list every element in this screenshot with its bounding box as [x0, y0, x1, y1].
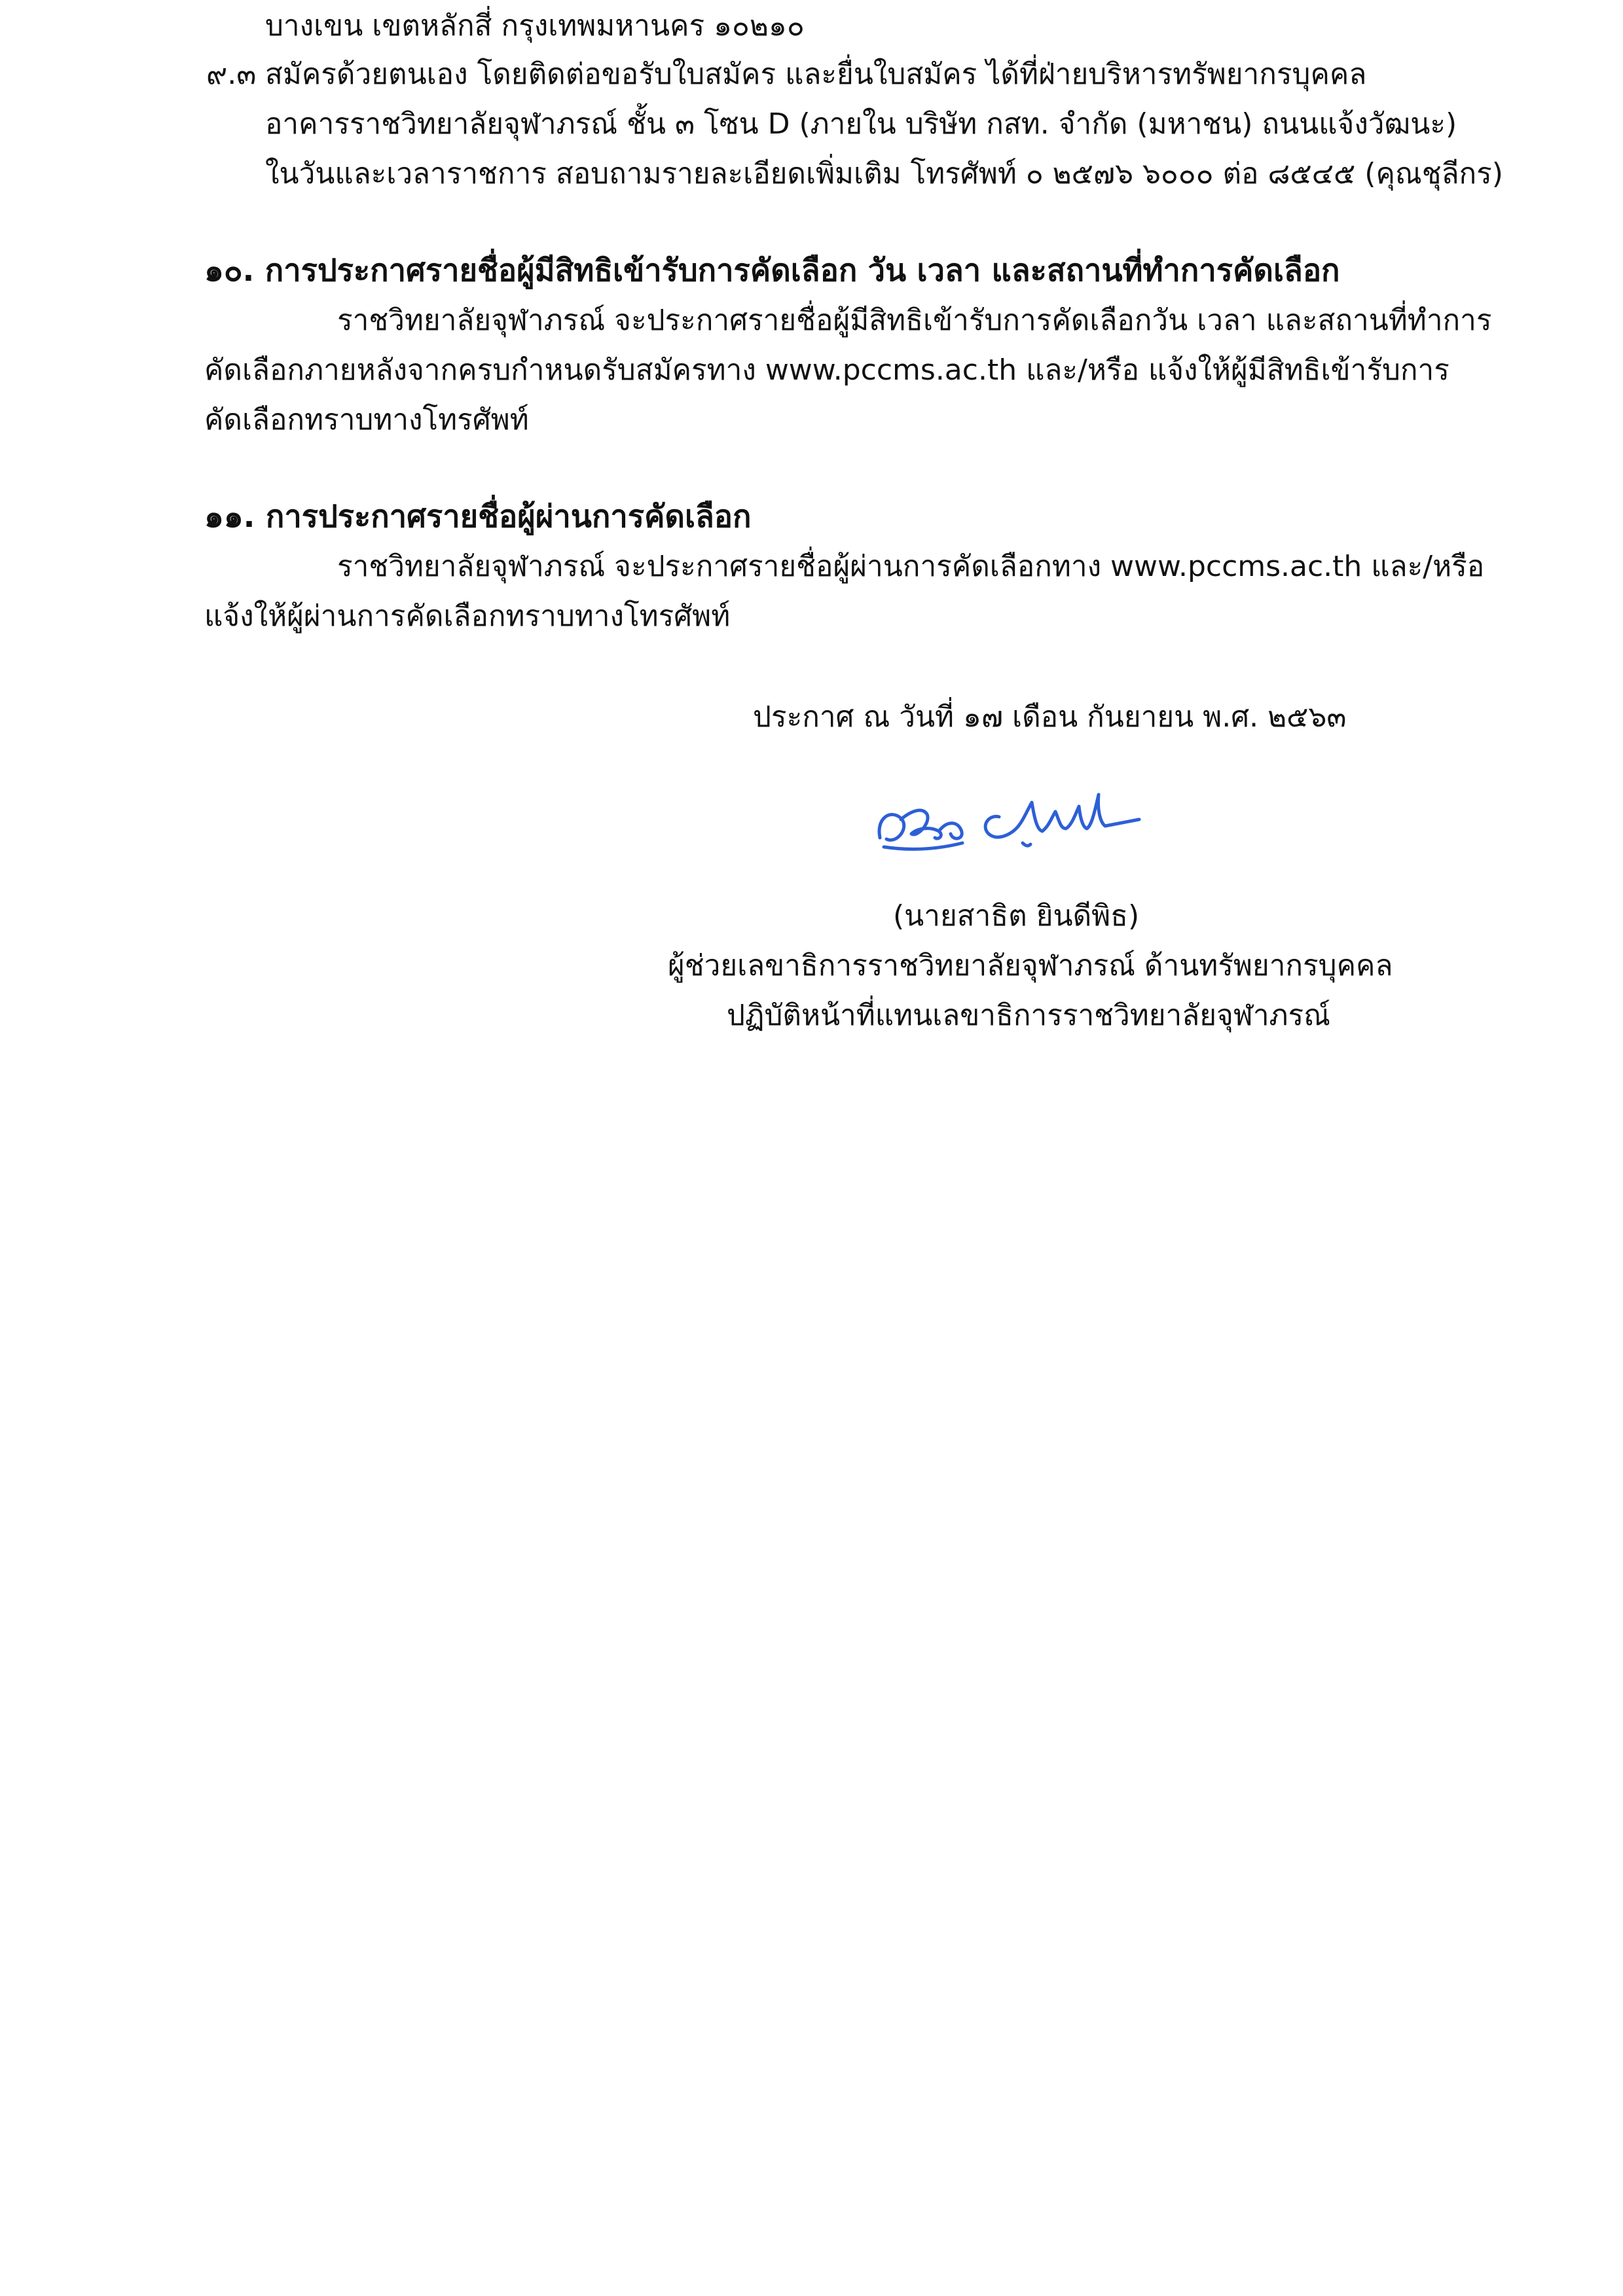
- section-10-line-3: คัดเลือกทราบทางโทรศัพท์: [204, 403, 529, 437]
- address-line: บางเขน เขตหลักสี่ กรุงเทพมหานคร ๑๐๒๑๐: [265, 9, 805, 43]
- signatory-name: (นายสาธิต ยินดีพิธ): [893, 899, 1140, 933]
- signatory-title-2: ปฏิบัติหน้าที่แทนเลขาธิการราชวิทยาลัยจุฬาภรณ์: [727, 999, 1331, 1032]
- item-9-3-line-3: ในวันและเวลาราชการ สอบถามรายละเอียดเพิ่มเติม โทรศัพท์ ๐ ๒๕๗๖ ๖๐๐๐ ต่อ ๘๕๔๕ (คุณชุลีกร): [265, 157, 1503, 190]
- section-10-heading: ๑๐. การประกาศรายชื่อผู้มีสิทธิเข้ารับการคัดเลือก วัน เวลา และสถานที่ทำการคัดเลือก: [204, 253, 1340, 289]
- signature-strokes: [879, 795, 1139, 849]
- item-9-3-line-1: สมัครด้วยตนเอง โดยติดต่อขอรับใบสมัคร และยื่นใบสมัคร ได้ที่ฝ่ายบริหารทรัพยากรบุคคล: [265, 58, 1367, 91]
- section-10-line-2: คัดเลือกภายหลังจากครบกำหนดรับสมัครทาง www.pccms.ac.th และ/หรือ แจ้งให้ผู้มีสิทธิเข้ารับการ: [204, 353, 1450, 387]
- section-10-line-1: ราชวิทยาลัยจุฬาภรณ์ จะประกาศรายชื่อผู้มีสิทธิเข้ารับการคัดเลือกวัน เวลา และสถานที่ทำการ: [337, 304, 1492, 337]
- item-9-3-number: ๙.๓: [206, 58, 257, 91]
- section-11-line-1: ราชวิทยาลัยจุฬาภรณ์ จะประกาศรายชื่อผู้ผ่านการคัดเลือกทาง www.pccms.ac.th และ/หรือ: [337, 550, 1485, 583]
- signatory-title-1: ผู้ช่วยเลขาธิการราชวิทยาลัยจุฬาภรณ์ ด้านทรัพยากรบุคคล: [668, 949, 1393, 982]
- section-11-line-2: แจ้งให้ผู้ผ่านการคัดเลือกทราบทางโทรศัพท์: [204, 600, 731, 633]
- announcement-date: ประกาศ ณ วันที่ ๑๗ เดือน กันยายน พ.ศ. ๒๕๖๓: [753, 700, 1347, 734]
- signature-image: [871, 766, 1159, 864]
- item-9-3-line-2: อาคารราชวิทยาลัยจุฬาภรณ์ ชั้น ๓ โซน D (ภายใน บริษัท กสท. จำกัด (มหาชน) ถนนแจ้งวัฒนะ): [265, 107, 1457, 141]
- section-11-heading: ๑๑. การประกาศรายชื่อผู้ผ่านการคัดเลือก: [204, 499, 752, 535]
